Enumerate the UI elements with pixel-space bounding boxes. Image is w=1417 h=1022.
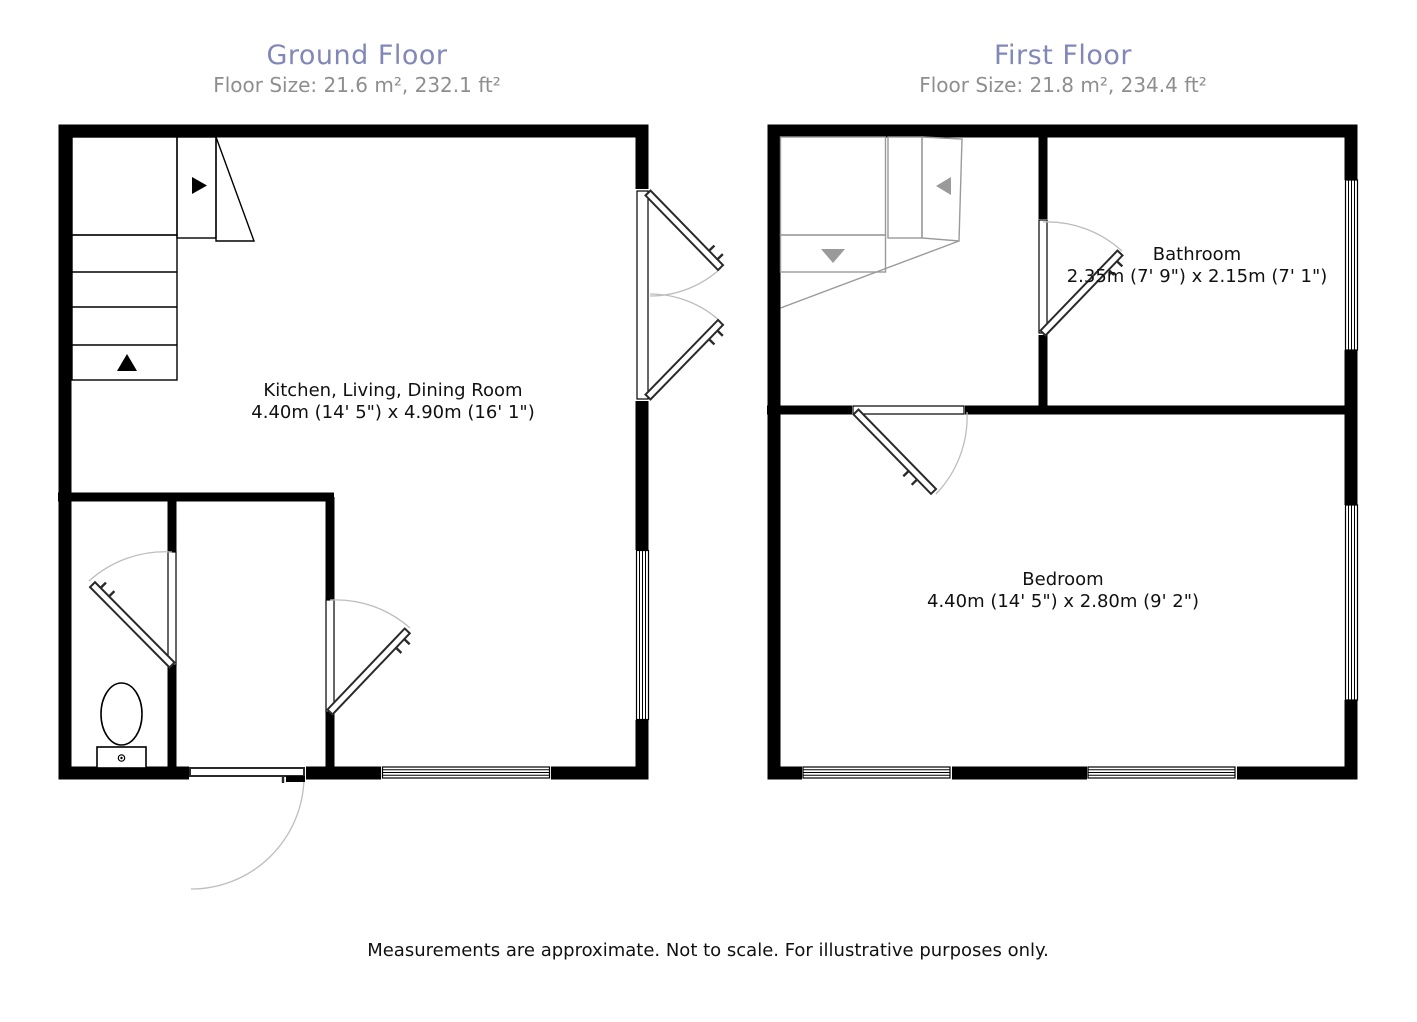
- wc-toilet: [97, 683, 146, 768]
- room-name: Kitchen, Living, Dining Room: [263, 380, 523, 401]
- stair-right-arrow-icon: [192, 177, 207, 194]
- ground-floor-plan: [58, 131, 728, 889]
- disclaimer-text: Measurements are approximate. Not to scale. For illustrative purposes only.: [367, 940, 1049, 961]
- stair-down-arrow-icon: [821, 249, 845, 263]
- gf-staircase-up: [72, 137, 254, 380]
- gf-interior-walls: [58, 497, 334, 779]
- room-name: Bedroom: [1022, 569, 1104, 590]
- room-label-bathroom: [1067, 244, 1328, 288]
- bedroom-door: [848, 403, 967, 499]
- ground-floor-size: Floor Size: 21.6 m², 232.1 ft²: [213, 73, 501, 97]
- room-dimensions: 4.40m (14' 5") x 2.80m (9' 2"): [926, 591, 1200, 612]
- room-label-kitchen-living-dining: [251, 380, 534, 424]
- bedroom-bottom-window-right: [1087, 765, 1237, 781]
- entrance-door: [189, 765, 306, 889]
- wc-door: [89, 552, 180, 668]
- bathroom-window: [1343, 180, 1360, 350]
- gf-right-window: [634, 550, 651, 720]
- first-floor-title: First Floor: [993, 40, 1133, 71]
- room-name: Bathroom: [1152, 244, 1242, 265]
- ground-floor-header: [213, 40, 501, 97]
- room-label-bedroom: [927, 569, 1199, 613]
- french-doors: [634, 185, 728, 404]
- first-floor-header: [919, 40, 1207, 97]
- stair-up-arrow-icon: [117, 354, 137, 371]
- ground-floor-title: Ground Floor: [266, 40, 448, 71]
- first-floor-plan: [767, 131, 1360, 781]
- gf-bottom-window: [381, 765, 551, 781]
- stair-left-arrow-icon: [936, 177, 951, 195]
- ff-staircase-down: [781, 137, 963, 308]
- first-floor-size: Floor Size: 21.8 m², 234.4 ft²: [919, 73, 1207, 97]
- room-dimensions: 4.40m (14' 5") x 4.90m (16' 1"): [251, 402, 535, 423]
- bedroom-right-window: [1343, 505, 1360, 700]
- bedroom-bottom-window-left: [802, 765, 952, 781]
- room-dimensions: 2.35m (7' 9") x 2.15m (7' 1"): [1066, 266, 1328, 287]
- hall-door: [324, 600, 415, 720]
- ff-outer-walls: [774, 131, 1351, 773]
- gf-outer-walls: [65, 131, 642, 773]
